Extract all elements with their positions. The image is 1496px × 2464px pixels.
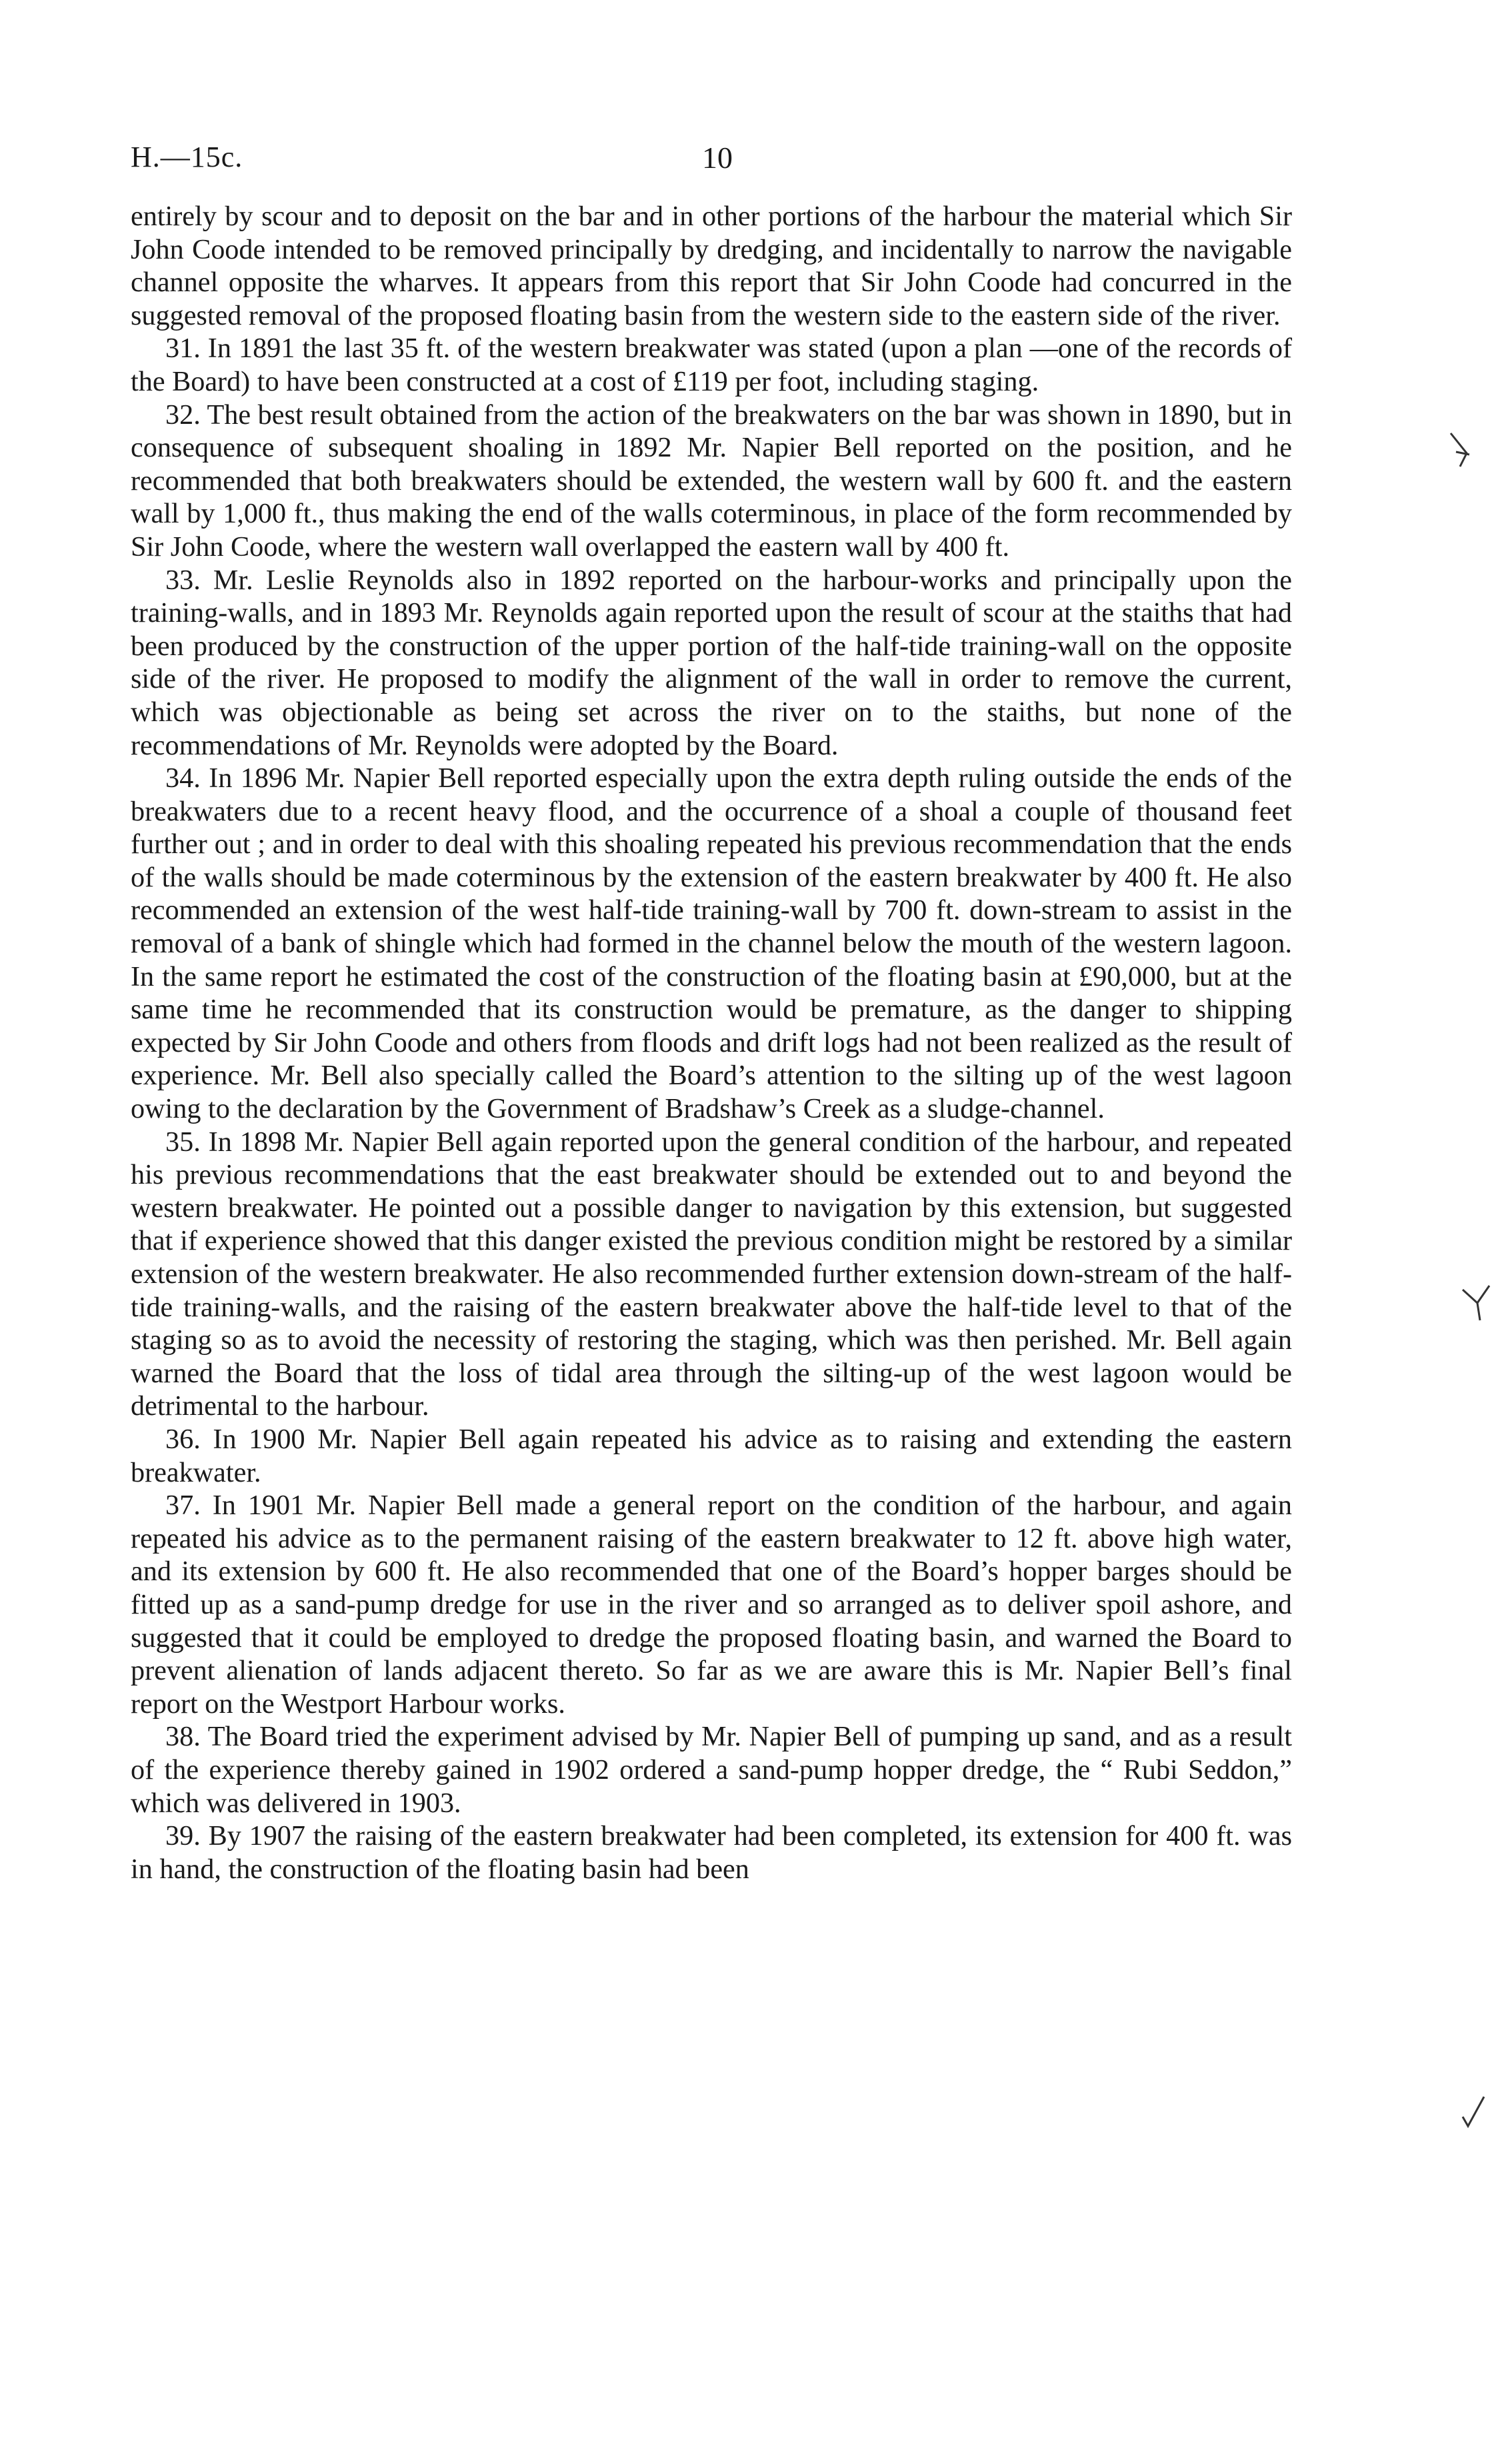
paragraph-number: 32. <box>165 399 201 431</box>
paragraph-text: In 1896 Mr. Napier Bell reported especially upon the extra depth ruling outside the ends of the breakwaters due to a recent heavy flood, and the occurrence of a shoal a couple of thousand feet further out ; and in order to deal with this shoaling repeated his previous recommendation that the ends of the walls should be made coterminous by the extension of the eastern breakwater by 400 ft. He also recommended an extension of the west half-tide training-wall by 700 ft. down-stream to assist in the removal of a bank of shingle which had formed in the channel below the mouth of the western lagoon. In the same report he estimated the cost of the construction of the floating basin at £90,000, but at the same time he recommended that its construction would be premature, as the danger to shipping expected by Sir John Coode and others from floods and drift logs had not been realized as the result of experience. Mr. Bell also specially called the Board’s attention to the silting up of the west lagoon owing to the declaration by the Government of Bradshaw’s Creek as a sludge-channel. <box>131 762 1293 1125</box>
paragraph-31 <box>131 332 1292 398</box>
page-header <box>131 140 1291 180</box>
paragraph-number: 39. <box>165 1820 201 1852</box>
paragraph-number: 36. <box>165 1423 201 1455</box>
paragraph-32 <box>131 399 1292 564</box>
paragraph-34 <box>131 762 1292 1126</box>
paragraph-35 <box>131 1126 1292 1423</box>
paragraph-text: entirely by scour and to deposit on the bar and in other portions of the harbour the material which Sir John Coode intended to be removed principally by dredging, and incidentally to narrow the navigable channel opposite the wharves. It appears from this report that Sir John Coode had concurred in the suggested removal of the proposed floating basin from the western side to the eastern side of the river. <box>131 201 1292 331</box>
paragraph-37 <box>131 1489 1292 1720</box>
paragraph-38 <box>131 1720 1292 1820</box>
paragraph-text: In 1891 the last 35 ft. of the western breakwater was stated (upon a plan —one of the records of the Board) to have been constructed at a cost of £119 per foot, including staging. <box>131 333 1293 397</box>
page-number: 10 <box>702 141 733 175</box>
paragraph-number: 37. <box>165 1490 201 1522</box>
margin-mark-icon <box>1460 1283 1493 1323</box>
document-reference: H.—15c. <box>131 141 243 173</box>
paragraph-text: In 1900 Mr. Napier Bell again repeated his advice as to raising and extending the eastern breakwater. <box>131 1423 1293 1488</box>
paragraph-text: Mr. Leslie Reynolds also in 1892 reported on the harbour-works and principally upon the training-walls, and in 1893 Mr. Reynolds again reported upon the result of scour at the staiths that had been produced by the construction of the upper portion of the half-tide training-wall on the opposite side of the river. He proposed to modify the alignment of the wall in order to remove the current, which was objectionable as being set across the river on to the staiths, but none of the recommendations of Mr. Reynolds were adopted by the Board. <box>131 564 1293 761</box>
paragraph-number: 35. <box>165 1126 201 1158</box>
paragraph-text: The Board tried the experiment advised by Mr. Napier Bell of pumping up sand, and as a result of the experience thereby gained in 1902 ordered a sand-pump hopper dredge, the “ Rubi Seddon,” which was delivered in 1903. <box>131 1721 1292 1819</box>
paragraph-number: 38. <box>165 1721 201 1753</box>
paragraph-36 <box>131 1423 1292 1489</box>
paragraph-text: By 1907 the raising of the eastern breakwater had been completed, its extension for 400 ft. was in hand, the construction of the floating basin had been <box>131 1820 1292 1885</box>
paragraph-number: 31. <box>165 333 201 365</box>
paragraph-39 <box>131 1820 1292 1885</box>
margin-mark-icon <box>1447 427 1480 473</box>
body-text <box>131 200 1292 1885</box>
paragraph-33 <box>131 564 1292 762</box>
margin-mark-icon <box>1460 2093 1487 2133</box>
paragraph-continuation <box>131 200 1292 332</box>
paragraph-text: In 1901 Mr. Napier Bell made a general report on the condition of the harbour, and again repeated his advice as to the permanent raising of the eastern breakwater to 12 ft. above high water, and its extension by 600 ft. He also recommended that one of the Board’s hopper barges should be fitted up as a sand-pump dredge for use in the river and so arranged as to deliver spoil ashore, and suggested that it could be employed to dredge the proposed floating basin, and warned the Board to prevent alienation of lands adjacent thereto. So far as we are aware this is Mr. Napier Bell’s final report on the Westport Harbour works. <box>131 1490 1293 1720</box>
paragraph-number: 33. <box>165 564 201 596</box>
paragraph-text: In 1898 Mr. Napier Bell again reported upon the general condition of the harbour, and repeated his previous recommendations that the east breakwater should be extended out to and beyond the western breakwater. He pointed out a possible danger to navigation by this extension, but suggested that if experience showed that this danger existed the previous condition might be restored by a similar extension of the western breakwater. He also recommended further extension down-stream of the half-tide training-walls, and the raising of the eastern breakwater above the half-tide level to that of the staging so as to avoid the necessity of restoring the staging, which was then perished. Mr. Bell again warned the Board that the loss of tidal area through the silting-up of the west lagoon would be detrimental to the harbour. <box>131 1126 1293 1422</box>
paragraph-number: 34. <box>165 762 201 794</box>
paragraph-text: The best result obtained from the action of the breakwaters on the bar was shown in 1890, but in consequence of subsequent shoaling in 1892 Mr. Napier Bell reported on the position, and he recommended that both breakwaters should be extended, the western wall by 600 ft. and the eastern wall by 1,000 ft., thus making the end of the walls coterminous, in place of the form recommended by Sir John Coode, where the western wall overlapped the eastern wall by 400 ft. <box>131 399 1292 563</box>
